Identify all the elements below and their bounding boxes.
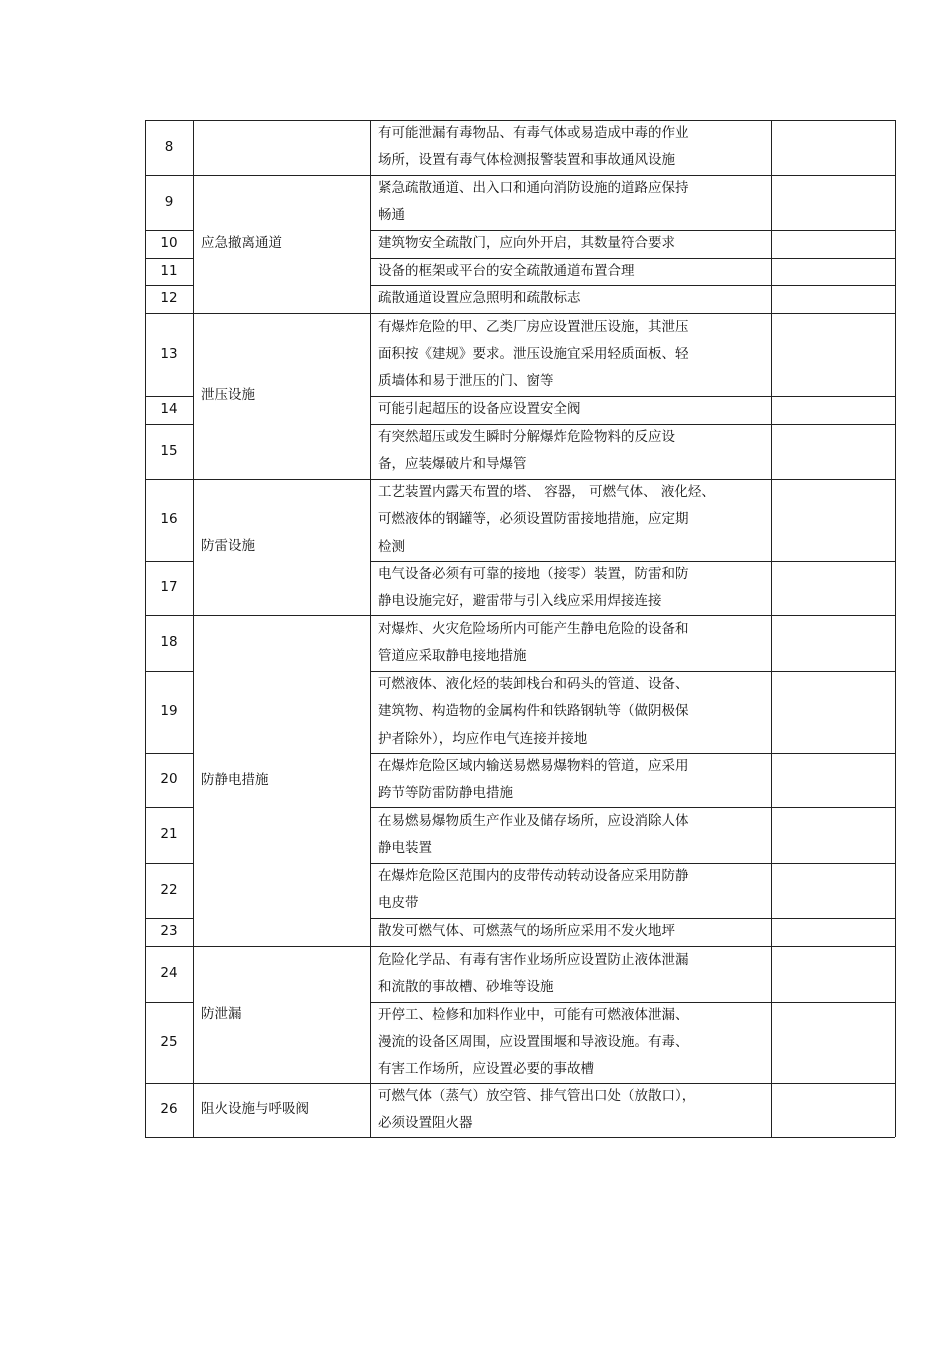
requirement-line: 建筑物、构造物的金属构件和铁路钢轨等（做阴极保 [378, 703, 689, 720]
requirement-line: 质墙体和易于泄压的门、窗等 [378, 373, 554, 390]
requirement-line: 建筑物安全疏散门，应向外开启，其数量符合要求 [378, 235, 675, 252]
requirement-text [370, 175, 771, 229]
result-cell[interactable] [771, 285, 895, 313]
requirement-line: 可燃液体、液化烃的装卸栈台和码头的管道、设备、 [378, 676, 689, 693]
row-number: 10 [160, 235, 178, 252]
result-cell[interactable] [771, 479, 895, 561]
result-cell[interactable] [771, 396, 895, 424]
category-label: 泄压设施 [201, 387, 255, 404]
requirement-text [370, 1002, 771, 1084]
requirement-line: 备，应装爆破片和导爆管 [378, 456, 527, 473]
requirement-line: 在易燃易爆物质生产作业及储存场所，应设消除人体 [378, 812, 689, 829]
requirement-line: 检测 [378, 538, 405, 555]
requirement-line: 散发可燃气体、可燃蒸气的场所应采用不发火地坪 [378, 923, 675, 940]
result-cell[interactable] [771, 258, 895, 285]
row-number: 22 [160, 881, 178, 898]
requirement-text [370, 753, 771, 807]
requirement-text [370, 561, 771, 615]
row-number: 9 [164, 193, 174, 210]
row-number: 20 [160, 771, 178, 788]
requirement-text [370, 396, 771, 423]
requirement-text [370, 479, 771, 561]
requirement-line: 和流散的事故槽、砂堆等设施 [378, 978, 554, 995]
inspection-table [145, 120, 895, 1137]
requirement-line: 护者除外），均应作电气连接并接地 [378, 730, 588, 747]
requirement-line: 开停工、检修和加料作业中，可能有可燃液体泄漏、 [378, 1006, 689, 1023]
result-cell[interactable] [771, 807, 895, 863]
requirement-text [370, 616, 771, 670]
result-cell[interactable] [771, 230, 895, 258]
row-number: 16 [160, 511, 178, 528]
requirement-text [370, 1083, 771, 1137]
category-label: 防静电措施 [201, 771, 269, 788]
requirement-line: 可燃气体（蒸气）放空管、排气管出口处（放散口）， [378, 1087, 696, 1104]
requirement-line: 必须设置阻火器 [378, 1114, 473, 1131]
result-cell[interactable] [771, 120, 895, 175]
result-cell[interactable] [771, 918, 895, 946]
requirement-text [370, 947, 771, 1001]
requirement-text [370, 918, 771, 945]
requirement-line: 畅通 [378, 207, 405, 224]
row-number: 17 [160, 579, 178, 596]
row-number: 13 [160, 345, 178, 362]
requirement-line: 可能引起超压的设备应设置安全阀 [378, 401, 581, 418]
requirement-line: 可燃液体的钢罐等，必须设置防雷接地措施，应定期 [378, 511, 689, 528]
requirement-line: 跨节等防雷防静电措施 [378, 784, 513, 801]
requirement-line: 漫流的设备区周围，应设置围堰和导液设施。有毒、 [378, 1033, 689, 1050]
requirement-line: 有突然超压或发生瞬时分解爆炸危险物料的反应设 [378, 429, 675, 446]
requirement-text [370, 120, 771, 174]
requirement-line: 在爆炸危险区域内输送易燃易爆物料的管道，应采用 [378, 757, 689, 774]
category-label: 应急撤离通道 [201, 235, 282, 252]
row-number: 25 [160, 1033, 178, 1050]
category-label: 防泄漏 [201, 1005, 242, 1022]
requirement-text [370, 314, 771, 396]
category-label [193, 134, 370, 161]
result-cell[interactable] [771, 671, 895, 753]
requirement-line: 管道应采取静电接地措施 [378, 647, 527, 664]
row-number: 14 [160, 401, 178, 418]
requirement-text [370, 424, 771, 478]
requirement-line: 疏散通道设置应急照明和疏散标志 [378, 290, 581, 307]
result-cell[interactable] [771, 946, 895, 1002]
result-cell[interactable] [771, 1083, 895, 1137]
requirement-line: 有害工作场所，应设置必要的事故槽 [378, 1061, 594, 1078]
row-number: 11 [160, 262, 178, 279]
row-number: 18 [160, 634, 178, 651]
requirement-text [370, 230, 771, 257]
requirement-text [370, 808, 771, 862]
requirement-line: 危险化学品、有毒有害作业场所应设置防止液体泄漏 [378, 951, 689, 968]
requirement-line: 场所，设置有毒气体检测报警装置和事故通风设施 [378, 152, 675, 169]
requirement-text [370, 671, 771, 753]
requirement-line: 紧急疏散通道、出入口和通向消防设施的道路应保持 [378, 180, 689, 197]
result-cell[interactable] [771, 753, 895, 807]
requirement-line: 对爆炸、火灾危险场所内可能产生静电危险的设备和 [378, 620, 689, 637]
row-number: 8 [164, 138, 174, 155]
category-label: 阻火设施与呼吸阀 [201, 1101, 309, 1118]
requirement-line: 工艺装置内露天布置的塔、 容器， 可燃气体、 液化烃、 [378, 484, 715, 501]
requirement-line: 有可能泄漏有毒物品、有毒气体或易造成中毒的作业 [378, 125, 689, 142]
result-cell[interactable] [771, 561, 895, 615]
result-cell[interactable] [771, 175, 895, 230]
result-cell[interactable] [771, 424, 895, 479]
requirement-text [370, 258, 771, 285]
requirement-text [370, 285, 771, 312]
row-number: 19 [160, 703, 178, 720]
row-number: 26 [160, 1101, 178, 1118]
requirement-line: 面积按《建规》要求。泄压设施宜采用轻质面板、轻 [378, 345, 689, 362]
row-number: 23 [160, 923, 178, 940]
category-label: 防雷设施 [201, 538, 255, 555]
requirement-line: 电皮带 [378, 895, 419, 912]
result-cell[interactable] [771, 863, 895, 918]
requirement-line: 有爆炸危险的甲、乙类厂房应设置泄压设施，其泄压 [378, 318, 689, 335]
row-number: 24 [160, 965, 178, 982]
row-number: 15 [160, 442, 178, 459]
requirement-line: 设备的框架或平台的安全疏散通道布置合理 [378, 262, 635, 279]
requirement-line: 电气设备必须有可靠的接地（接零）装置，防雷和防 [378, 565, 689, 582]
result-cell[interactable] [771, 615, 895, 671]
requirement-line: 在爆炸危险区范围内的皮带传动转动设备应采用防静 [378, 868, 689, 885]
result-cell[interactable] [771, 313, 895, 396]
requirement-line: 静电装置 [378, 839, 432, 856]
requirement-line: 静电设施完好，避雷带与引入线应采用焊接连接 [378, 592, 662, 609]
requirement-text [370, 863, 771, 917]
result-cell[interactable] [771, 1002, 895, 1083]
row-number: 21 [160, 826, 178, 843]
row-number: 12 [160, 290, 178, 307]
